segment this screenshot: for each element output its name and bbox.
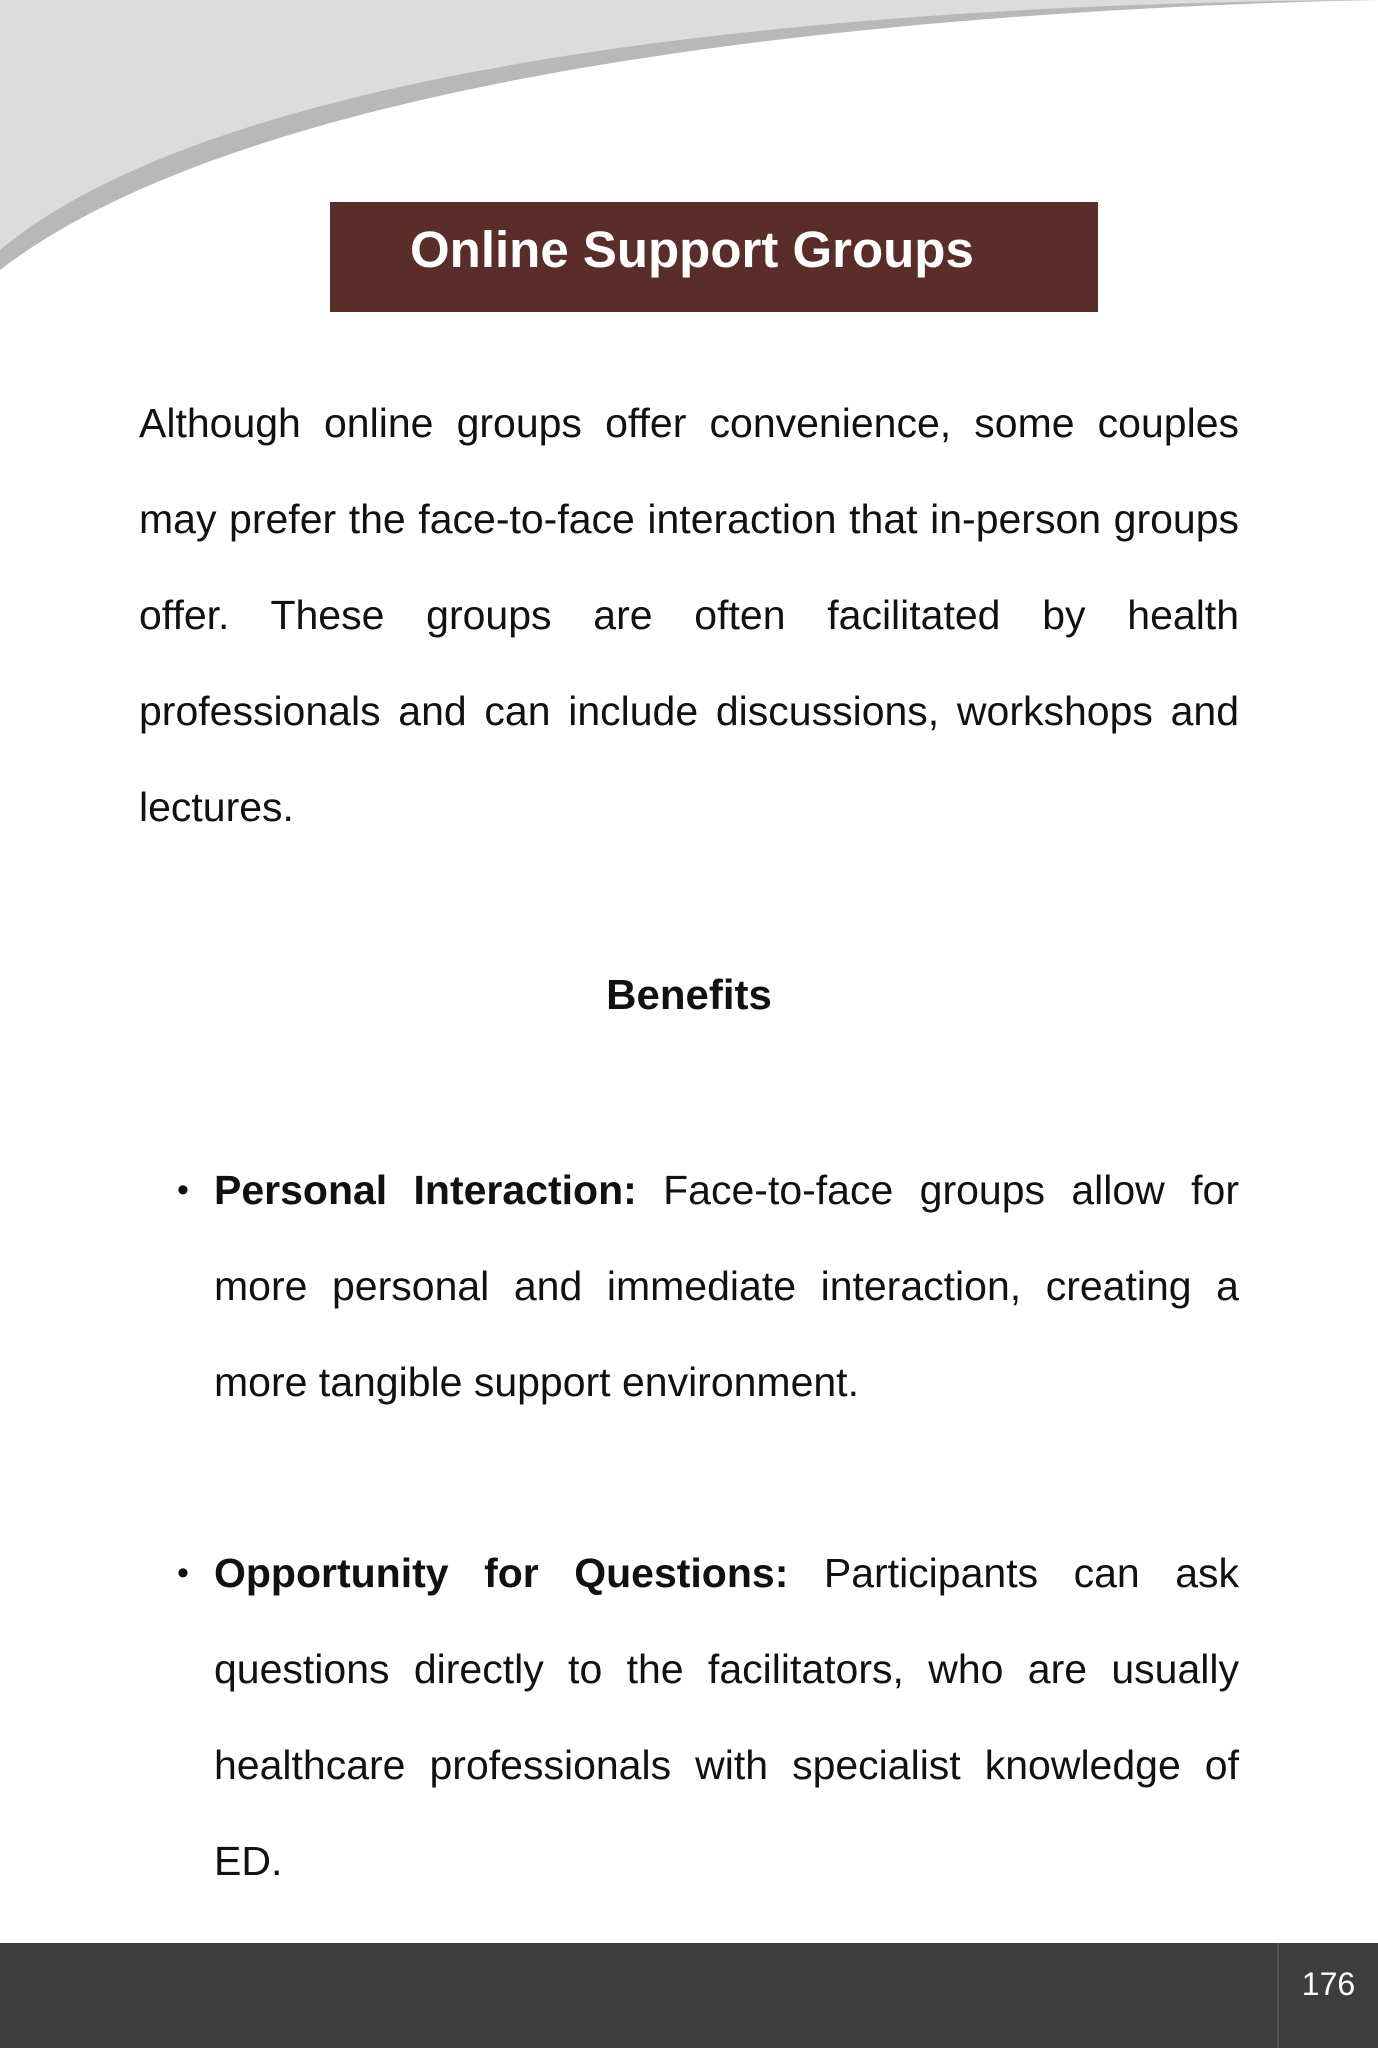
title-banner (330, 202, 1098, 312)
bullet-dot-icon: • (177, 1171, 189, 1209)
bullet-text: Participants can ask questions directly to the facilitators, who are usually healthcare professionals with specialist knowledge of ED. (214, 1550, 1239, 1884)
bullet-term: Opportunity for Questions: (214, 1550, 789, 1596)
list-item (177, 1525, 1239, 1909)
intro-paragraph: Although online groups offer convenience, some couples may prefer the face-to-face interaction that in-person groups offer. These groups are often facilitated by health professionals and can include discussions, workshops and lectures. (139, 400, 1239, 830)
footer-bar (0, 1943, 1378, 2048)
bullet-dot-icon: • (177, 1554, 189, 1592)
section-heading: Benefits (606, 971, 772, 1018)
page-number: 176 (1301, 1966, 1356, 2002)
page-title: Online Support Groups (410, 221, 974, 278)
bullet-text: Face-to-face groups allow for more personal and immediate interaction, creating a more tangible support environment. (214, 1167, 1239, 1405)
bullet-term: Personal Interaction: (214, 1167, 637, 1213)
list-item (177, 1142, 1239, 1430)
